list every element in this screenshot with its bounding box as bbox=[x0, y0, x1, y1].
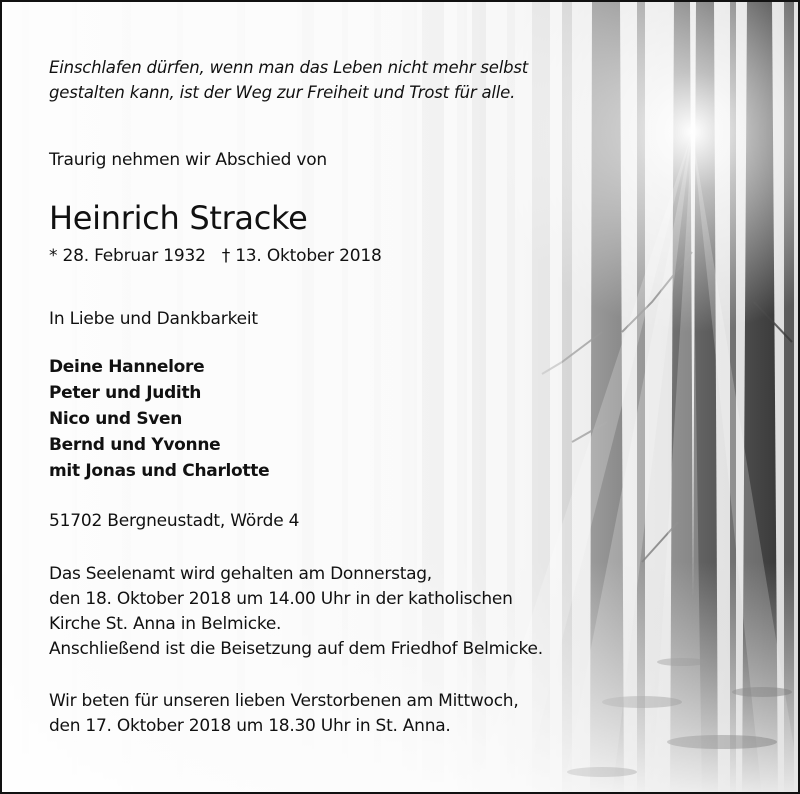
prayer-line: Wir beten für unseren lieben Verstorbenen am Mittwoch, bbox=[49, 691, 519, 711]
intro-text: Traurig nehmen wir Abschied von bbox=[49, 150, 328, 170]
notice-text bbox=[2, 2, 800, 794]
mourner: mit Jonas und Charlotte bbox=[49, 461, 270, 481]
motto-line: Einschlafen dürfen, wenn man das Leben nicht mehr selbst bbox=[49, 58, 529, 77]
service-line: Das Seelenamt wird gehalten am Donnerstag, bbox=[49, 564, 432, 584]
service-line: Kirche St. Anna in Belmicke. bbox=[49, 614, 282, 634]
prayer-line: den 17. Oktober 2018 um 18.30 Uhr in St. Anna. bbox=[49, 716, 451, 736]
service-line: den 18. Oktober 2018 um 14.00 Uhr in der katholischen bbox=[49, 589, 513, 609]
motto-quote bbox=[49, 55, 528, 105]
prayer-details bbox=[49, 689, 518, 739]
life-dates bbox=[49, 244, 382, 268]
thanks-text: In Liebe und Dankbarkeit bbox=[49, 309, 258, 329]
mourner: Bernd und Yvonne bbox=[49, 435, 221, 455]
service-line: Anschließend ist die Beisetzung auf dem Friedhof Belmicke. bbox=[49, 639, 543, 659]
mourner: Deine Hannelore bbox=[49, 357, 205, 377]
deceased-name: Heinrich Stracke bbox=[49, 199, 308, 237]
service-details bbox=[49, 562, 543, 662]
mourner: Nico und Sven bbox=[49, 409, 183, 429]
death-date: † 13. Oktober 2018 bbox=[221, 246, 382, 266]
birth-date: * 28. Februar 1932 bbox=[49, 246, 206, 266]
mourner: Peter und Judith bbox=[49, 383, 202, 403]
motto-line: gestalten kann, ist der Weg zur Freiheit und Trost für alle. bbox=[49, 83, 516, 102]
family-address: 51702 Bergneustadt, Wörde 4 bbox=[49, 511, 300, 531]
mourners-list bbox=[49, 354, 269, 484]
